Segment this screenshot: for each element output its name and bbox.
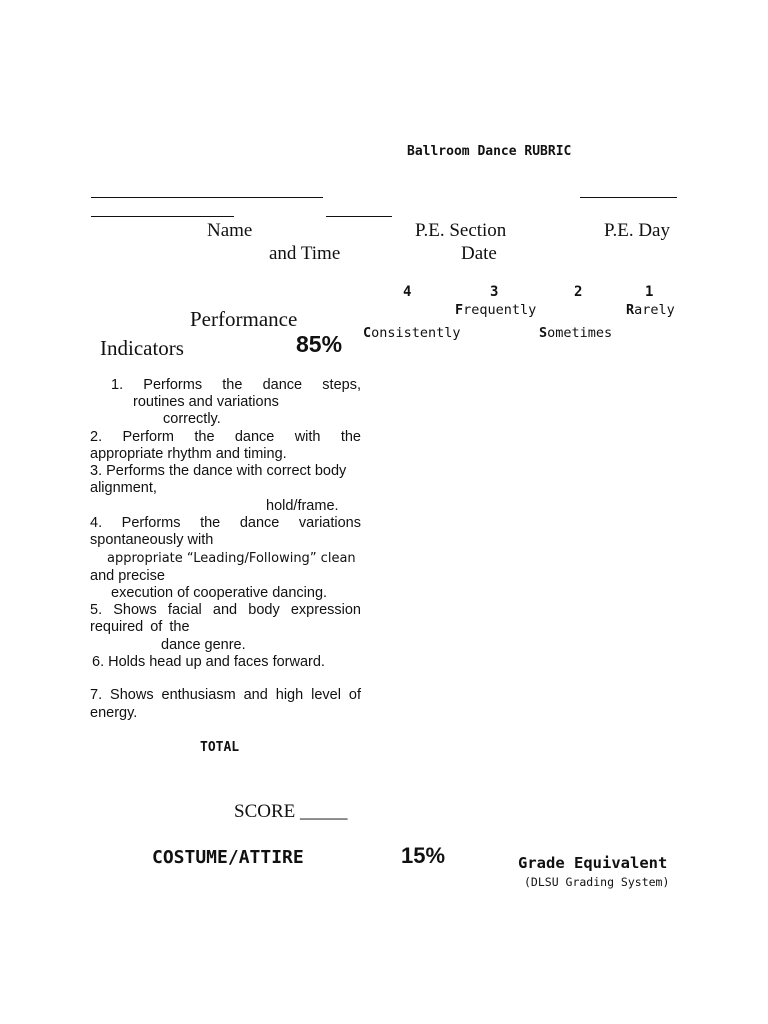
performance-percent: 85% — [296, 331, 343, 357]
date-blank-line — [326, 216, 392, 217]
indicator-4-line-4: and precise — [90, 568, 165, 584]
name-blank-line — [91, 197, 323, 198]
pe-day-label: P.E. Day — [604, 220, 670, 241]
indicator-4-line-2: spontaneously with — [90, 532, 214, 548]
pe-section-label: P.E. Section — [415, 220, 507, 241]
costume-label: COSTUME/ATTIRE — [152, 847, 304, 868]
scale-word-consistently: Consistently — [363, 325, 461, 341]
rubric-title: Ballroom Dance RUBRIC — [407, 144, 572, 159]
score-label: SCORE _____ — [234, 801, 348, 822]
total-label: TOTAL — [200, 740, 240, 755]
indicator-1-line-3: correctly. — [163, 411, 221, 427]
grading-system-note: (DLSU Grading System) — [524, 875, 670, 889]
indicator-3-line-1: 3. Performs the dance with correct body — [90, 463, 347, 479]
indicator-5-line-2: required of the — [90, 619, 190, 635]
scale-number-4: 4 — [403, 284, 412, 300]
indicator-6-line-1: 6. Holds head up and faces forward. — [92, 654, 325, 670]
indicator-2-line-2: appropriate rhythm and timing. — [90, 446, 287, 462]
performance-heading: Performance — [190, 307, 298, 331]
indicator-1-line-2: routines and variations — [133, 394, 279, 410]
scale-number-2: 2 — [574, 284, 583, 300]
scale-number-1: 1 — [645, 284, 654, 300]
pe-day-blank-line — [580, 197, 677, 198]
indicator-4-line-1: 4. Performs the dance variations — [90, 515, 361, 531]
date-label: Date — [461, 243, 497, 264]
indicator-4-line-5: execution of cooperative dancing. — [111, 585, 328, 601]
scale-number-3: 3 — [490, 284, 499, 300]
name-label: Name — [207, 220, 253, 241]
indicator-1-line-1: 1. Performs the dance steps, — [111, 377, 361, 393]
indicator-4-line-3: appropriate “Leading/Following” clean — [107, 551, 356, 566]
time-blank-line — [91, 216, 234, 217]
indicator-2-line-1: 2. Perform the dance with the — [90, 429, 361, 445]
indicator-7-line-1: 7. Shows enthusiasm and high level of — [90, 687, 361, 703]
scale-word-sometimes: Sometimes — [539, 325, 613, 341]
indicator-3-line-3: hold/frame. — [266, 498, 339, 514]
and-time-label: and Time — [269, 243, 341, 264]
indicator-3-line-2: alignment, — [90, 480, 157, 496]
grade-equivalent-label: Grade Equivalent — [518, 854, 668, 872]
indicator-7-line-2: energy. — [90, 705, 138, 721]
indicator-5-line-3: dance genre. — [161, 637, 246, 653]
scale-word-rarely: Rarely — [626, 302, 675, 318]
costume-percent: 15% — [401, 843, 446, 868]
indicators-heading: Indicators — [100, 336, 184, 360]
scale-word-frequently: Frequently — [455, 302, 537, 318]
indicator-5-line-1: 5. Shows facial and body expression — [90, 602, 361, 618]
